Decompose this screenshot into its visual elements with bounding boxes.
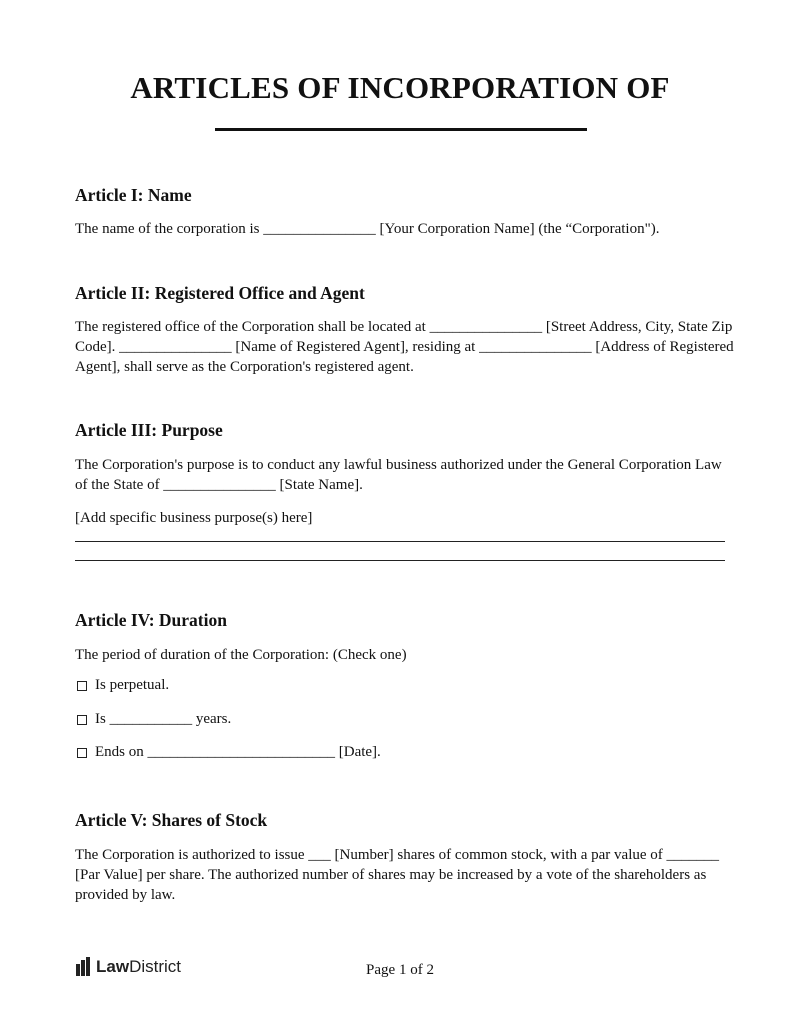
article-3-heading: Article III: Purpose [75, 420, 223, 440]
option-label: Is perpetual. [95, 677, 170, 693]
article-2-heading: Article II: Registered Office and Agent [75, 283, 365, 303]
logo-text-district: District [129, 957, 182, 976]
article-5-heading: Article V: Shares of Stock [75, 810, 268, 830]
duration-option-end-date[interactable] [77, 744, 381, 761]
purpose-blank-line-2 [75, 560, 725, 561]
page-number: Page 1 of 2 [366, 962, 434, 978]
article-4-heading: Article IV: Duration [75, 610, 227, 630]
option-label: Ends on _________________________ [Date]. [95, 744, 381, 760]
checkbox-icon[interactable] [77, 748, 87, 758]
duration-option-years[interactable] [77, 711, 231, 728]
article-1-heading: Article I: Name [75, 185, 192, 205]
logo-text-law: Law [96, 957, 130, 976]
article-3-add-purpose: [Add specific business purpose(s) here] [75, 510, 313, 526]
title-blank-line [215, 128, 587, 131]
article-1-body: The name of the corporation is _______________ [Your Corporation Name] (the “Corporation"). [75, 221, 660, 237]
option-label: Is ___________ years. [95, 711, 232, 727]
article-5-body: The Corporation is authorized to issue ___ [Number] shares of common stock, with a par value of _______ [Par Value] per share. The authorized number of shares may be increased by a vote of the shareholders as provided by law. [75, 847, 720, 903]
article-2-body: The registered office of the Corporation shall be located at _______________ [Street Address, City, State Zip Code]. _______________ [Name of Registered Agent], residing at _______________ [Address of Registered Agent], shall serve as the Corporation's registered agent. [75, 319, 734, 375]
document-title: ARTICLES OF INCORPORATION OF [130, 70, 670, 105]
duration-option-perpetual[interactable] [77, 677, 169, 694]
article-3-body: The Corporation's purpose is to conduct any lawful business authorized under the General Corporation Law of the State of _______________ [State Name]. [75, 457, 722, 493]
article-4-intro: The period of duration of the Corporation: (Check one) [75, 647, 407, 663]
checkbox-icon[interactable] [77, 681, 87, 691]
checkbox-icon[interactable] [77, 715, 87, 725]
purpose-blank-line-1 [75, 541, 725, 542]
